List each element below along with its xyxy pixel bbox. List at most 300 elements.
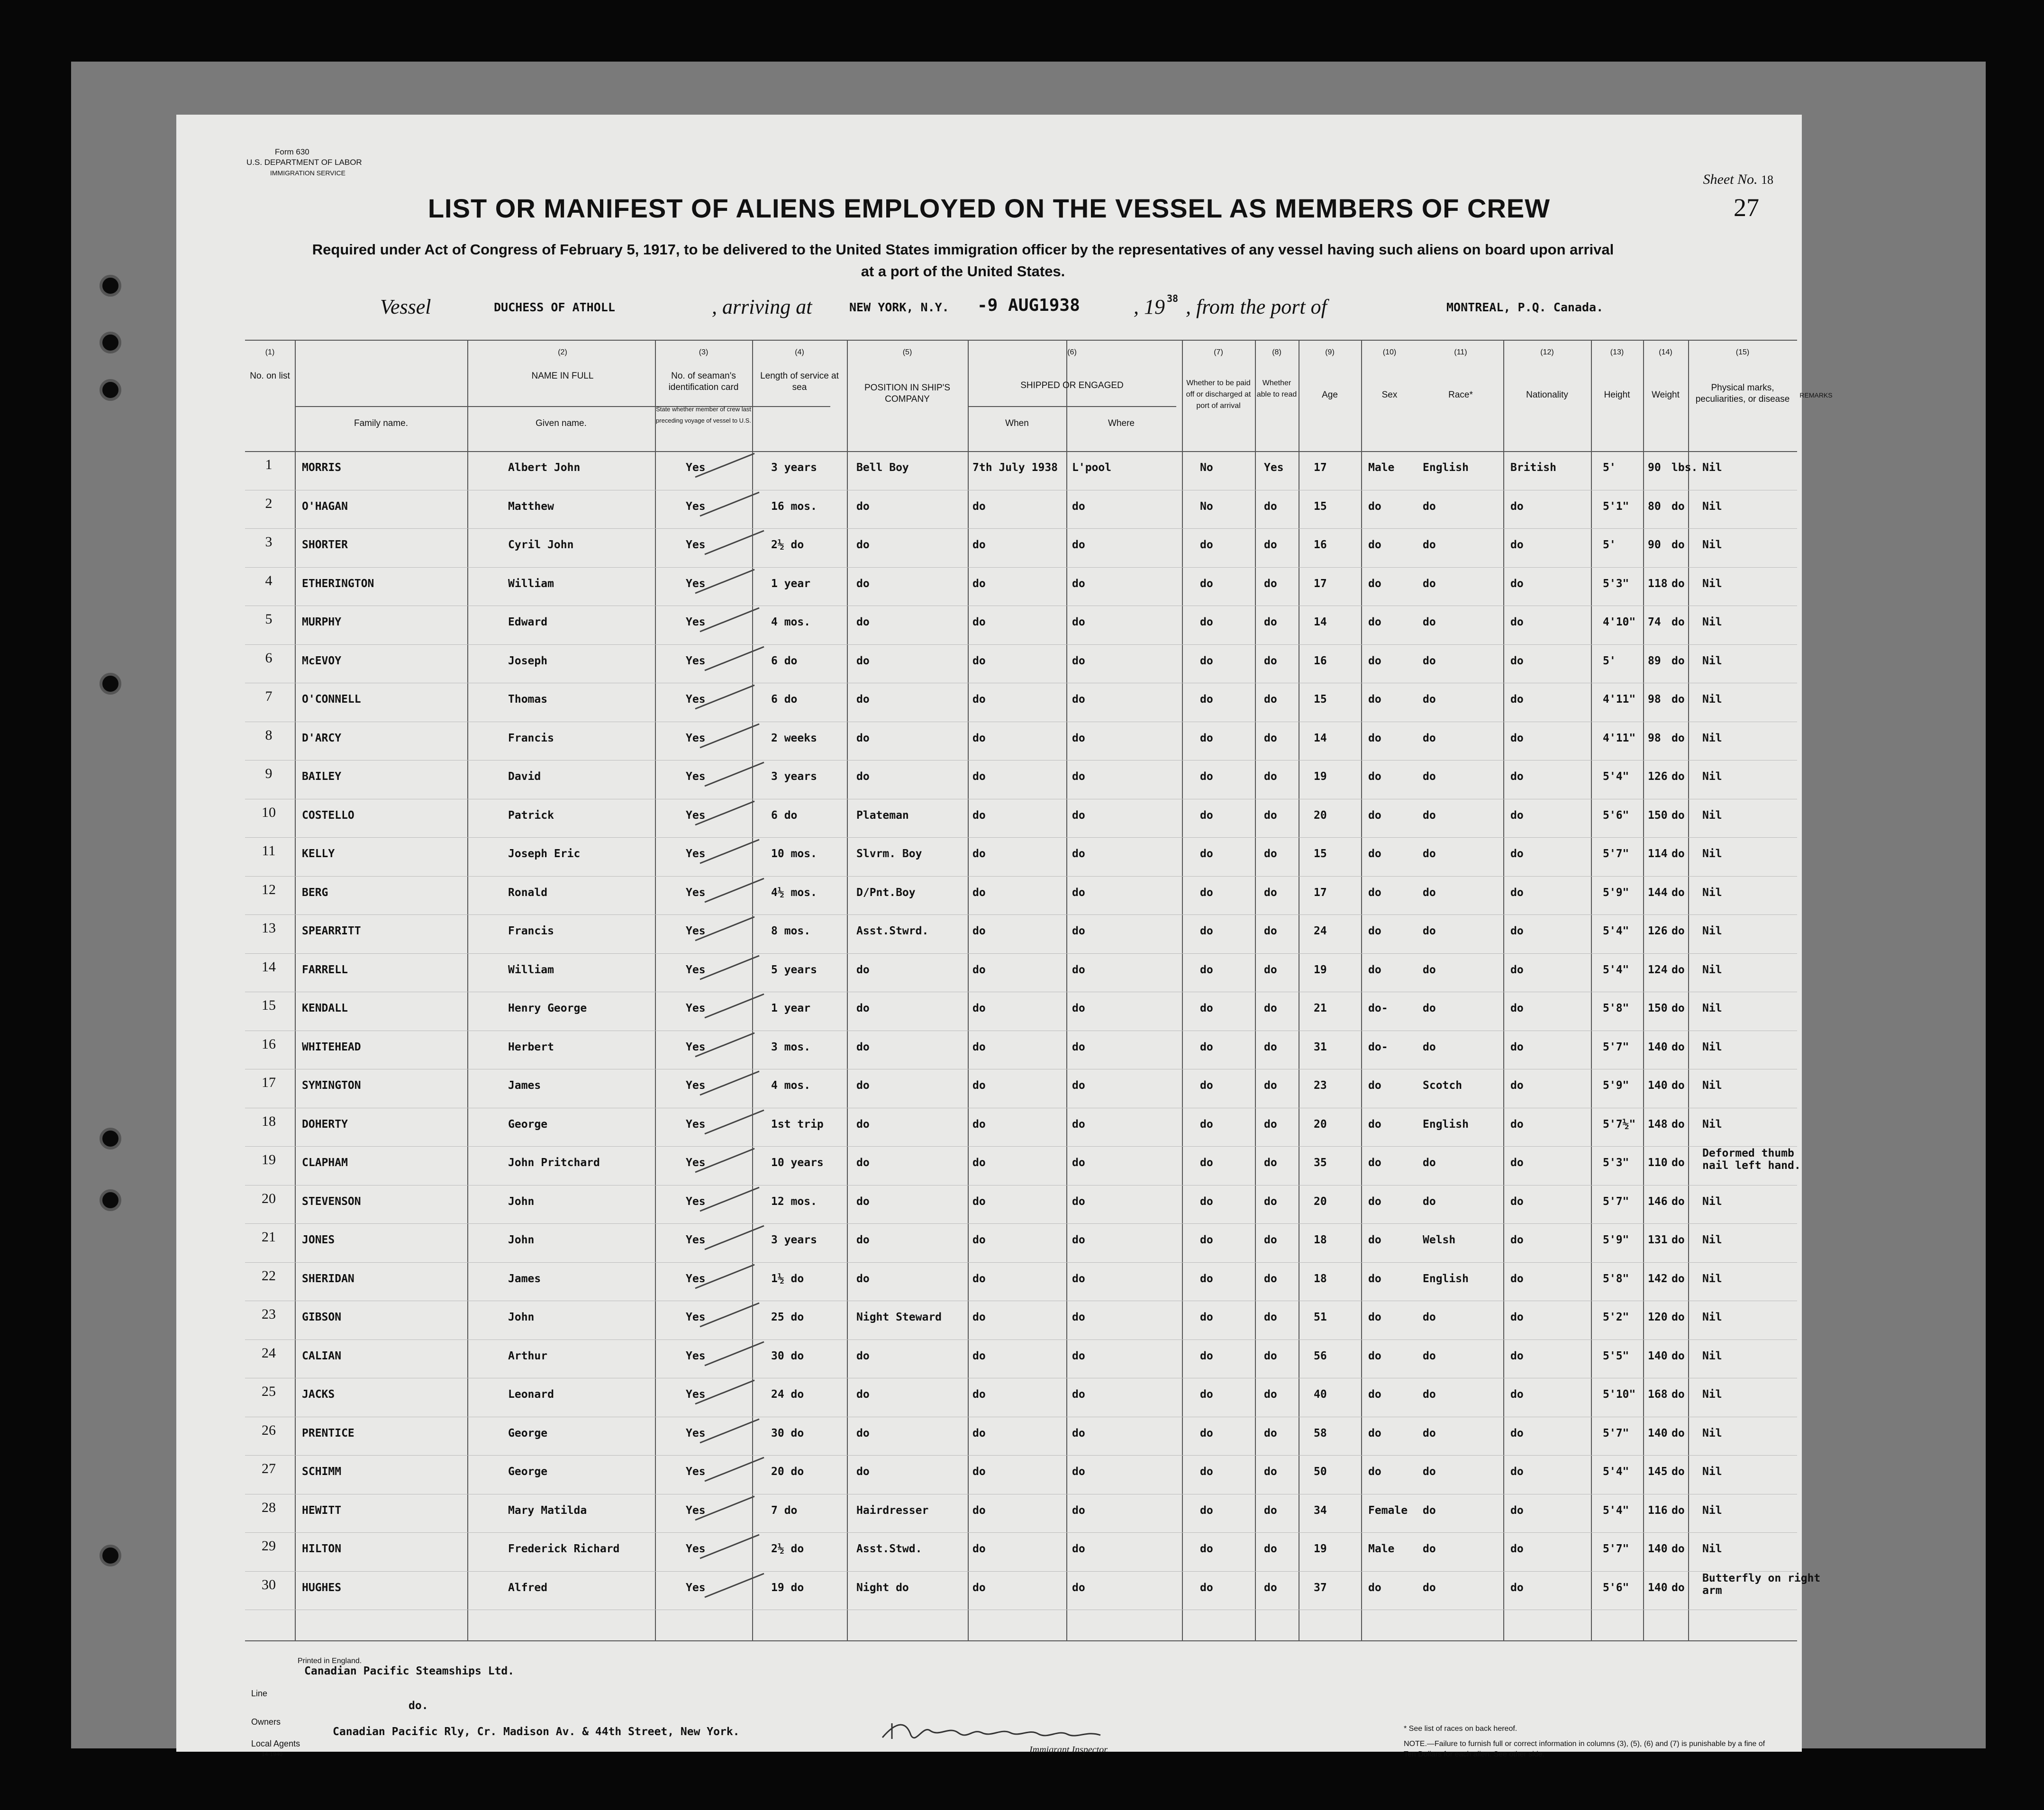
physical-marks-cell: Nil xyxy=(1702,1311,1722,1323)
length-of-service-cell: 6 do xyxy=(771,809,798,822)
weight-unit-cell: do xyxy=(1672,500,1685,513)
weight-unit-cell: do xyxy=(1672,809,1685,822)
shipped-when-cell: do xyxy=(972,1041,986,1053)
sex-cell: Male xyxy=(1368,1543,1395,1555)
height-cell: 5'7½" xyxy=(1603,1118,1636,1131)
paid-off-cell: do xyxy=(1200,963,1213,976)
position-cell: do xyxy=(856,1079,870,1092)
position-cell: do xyxy=(856,616,870,628)
row-divider xyxy=(245,1185,1797,1186)
family-name-cell: WHITEHEAD xyxy=(302,1041,361,1053)
physical-marks-cell: Nil xyxy=(1702,1543,1722,1555)
family-name-cell: SHORTER xyxy=(302,539,348,551)
able-to-read-cell: do xyxy=(1264,1466,1277,1478)
column-number-6: (6) xyxy=(1067,348,1077,356)
paid-off-cell: do xyxy=(1200,1388,1213,1401)
weight-unit-cell: do xyxy=(1672,1157,1685,1169)
column-number-4: (4) xyxy=(795,348,804,356)
row-divider xyxy=(245,1262,1797,1263)
physical-marks-cell: Nil xyxy=(1702,1079,1722,1092)
length-of-service-cell: 3 mos. xyxy=(771,1041,811,1053)
nationality-cell: do xyxy=(1510,1581,1524,1594)
physical-marks-cell: Nil xyxy=(1702,654,1722,667)
weight-unit-cell: do xyxy=(1672,1041,1685,1053)
column-number-9: (9) xyxy=(1325,348,1335,356)
age-cell: 56 xyxy=(1314,1349,1327,1362)
row-number: 23 xyxy=(262,1306,276,1322)
nationality-cell: do xyxy=(1510,1349,1524,1362)
physical-marks-cell: Nil xyxy=(1702,693,1722,706)
header-no-on-list: No. on list xyxy=(250,371,290,381)
nationality-cell: do xyxy=(1510,1272,1524,1285)
position-cell: Hairdresser xyxy=(856,1504,929,1517)
given-name-cell: David xyxy=(508,770,541,783)
nationality-cell: do xyxy=(1510,577,1524,590)
physical-marks-cell: Nil xyxy=(1702,1272,1722,1285)
seaman-card-cell: Yes xyxy=(686,1581,706,1594)
seaman-card-cell: Yes xyxy=(686,500,706,513)
family-name-cell: PRENTICE xyxy=(302,1427,354,1439)
shipped-when-cell: do xyxy=(972,1466,986,1478)
height-cell: 5'6" xyxy=(1603,809,1629,822)
height-cell: 5'5" xyxy=(1603,1349,1629,1362)
height-cell: 5'9" xyxy=(1603,1079,1629,1092)
shipped-where-cell: do xyxy=(1072,1504,1085,1517)
race-cell: do xyxy=(1423,500,1436,513)
position-cell: do xyxy=(856,732,870,744)
able-to-read-cell: do xyxy=(1264,963,1277,976)
given-name-cell: John xyxy=(508,1234,535,1246)
shipped-where-cell: do xyxy=(1072,1118,1085,1131)
form-number: Form 630 xyxy=(275,147,309,156)
physical-marks-cell: Nil xyxy=(1702,1041,1722,1053)
age-cell: 40 xyxy=(1314,1388,1327,1401)
length-of-service-cell: 8 mos. xyxy=(771,925,811,937)
able-to-read-cell: do xyxy=(1264,1002,1277,1014)
length-of-service-cell: 3 years xyxy=(771,1234,817,1246)
shipped-when-cell: do xyxy=(972,963,986,976)
nationality-cell: British xyxy=(1510,462,1556,474)
race-cell: do xyxy=(1423,1311,1436,1323)
check-stroke xyxy=(698,1185,764,1213)
sex-cell: do- xyxy=(1368,1041,1388,1053)
weight-cell: 74 xyxy=(1648,616,1661,628)
position-cell: do xyxy=(856,1466,870,1478)
family-name-cell: HEWITT xyxy=(302,1504,342,1517)
physical-marks-cell: Nil xyxy=(1702,732,1722,744)
seaman-card-cell: Yes xyxy=(686,1466,706,1478)
weight-unit-cell: do xyxy=(1672,539,1685,551)
paid-off-cell: do xyxy=(1200,1581,1213,1594)
age-cell: 17 xyxy=(1314,462,1327,474)
sex-cell: do xyxy=(1368,1581,1381,1594)
weight-cell: 126 xyxy=(1648,925,1668,937)
weight-cell: 146 xyxy=(1648,1195,1668,1208)
age-cell: 17 xyxy=(1314,577,1327,590)
sex-cell: do xyxy=(1368,1349,1381,1362)
shipped-where-cell: do xyxy=(1072,616,1085,628)
paid-off-cell: do xyxy=(1200,1118,1213,1131)
nationality-cell: do xyxy=(1510,1195,1524,1208)
shipped-when-cell: do xyxy=(972,500,986,513)
physical-marks-cell: Nil xyxy=(1702,963,1722,976)
age-cell: 20 xyxy=(1314,1195,1327,1208)
row-number: 18 xyxy=(262,1113,276,1129)
weight-cell: 150 xyxy=(1648,1002,1668,1014)
physical-marks-cell: Nil xyxy=(1702,1118,1722,1131)
shipped-when-cell: do xyxy=(972,732,986,744)
check-stroke xyxy=(693,451,759,480)
nationality-cell: do xyxy=(1510,1543,1524,1555)
physical-marks-cell: Nil xyxy=(1702,1234,1722,1246)
penalty-note: NOTE.—Failure to furnish full or correct information in columns (3), (5), (6) and (7) is punishable by a fine of Ten Dollars for each alien. See other side. xyxy=(1404,1740,1765,1758)
length-of-service-cell: 10 mos. xyxy=(771,848,817,860)
able-to-read-cell: do xyxy=(1264,1388,1277,1401)
family-name-cell: O'CONNELL xyxy=(302,693,361,706)
height-cell: 5'3" xyxy=(1603,1157,1629,1169)
shipped-when-cell: do xyxy=(972,1002,986,1014)
length-of-service-cell: 4½ mos. xyxy=(771,886,817,899)
weight-cell: 140 xyxy=(1648,1543,1668,1555)
weight-unit-cell: do xyxy=(1672,1311,1685,1323)
seaman-card-cell: Yes xyxy=(686,1002,706,1014)
check-stroke xyxy=(693,914,759,943)
shipped-when-cell: 7th July 1938 xyxy=(972,462,1058,474)
row-number: 4 xyxy=(265,572,273,588)
seaman-card-cell: Yes xyxy=(686,539,706,551)
able-to-read-cell: do xyxy=(1264,809,1277,822)
seaman-card-cell: Yes xyxy=(686,886,706,899)
position-cell: do xyxy=(856,577,870,590)
length-of-service-cell: 12 mos. xyxy=(771,1195,817,1208)
position-cell: do xyxy=(856,693,870,706)
paid-off-cell: do xyxy=(1200,732,1213,744)
able-to-read-cell: do xyxy=(1264,654,1277,667)
height-cell: 4'11" xyxy=(1603,732,1636,744)
check-stroke xyxy=(698,722,764,750)
weight-unit-cell: do xyxy=(1672,1195,1685,1208)
row-number: 6 xyxy=(265,650,273,666)
shipped-where-cell: do xyxy=(1072,1311,1085,1323)
row-number: 24 xyxy=(262,1345,276,1361)
height-cell: 4'10" xyxy=(1603,616,1636,628)
weight-unit-cell: do xyxy=(1672,1581,1685,1594)
height-cell: 4'11" xyxy=(1603,693,1636,706)
paid-off-cell: do xyxy=(1200,770,1213,783)
row-number: 14 xyxy=(262,959,276,975)
column-divider xyxy=(1361,340,1362,1640)
length-of-service-cell: 6 do xyxy=(771,693,798,706)
shipped-where-cell: do xyxy=(1072,693,1085,706)
paid-off-cell: do xyxy=(1200,1349,1213,1362)
check-stroke xyxy=(693,1494,759,1522)
given-name-cell: Arthur xyxy=(508,1349,548,1362)
race-cell: do xyxy=(1423,654,1436,667)
shipped-when-cell: do xyxy=(972,1118,986,1131)
arrival-port: NEW YORK, N.Y. xyxy=(849,300,949,314)
weight-cell: 150 xyxy=(1648,809,1668,822)
length-of-service-cell: 1 year xyxy=(771,577,811,590)
binder-hole xyxy=(100,275,121,297)
race-cell: English xyxy=(1423,462,1469,474)
weight-unit-cell: do xyxy=(1672,770,1685,783)
sheet-label-text: Sheet No. xyxy=(1703,172,1758,187)
physical-marks-cell: Nil xyxy=(1702,1427,1722,1439)
sex-cell: do xyxy=(1368,1234,1381,1246)
race-cell: do xyxy=(1423,1543,1436,1555)
weight-unit-cell: lbs. xyxy=(1672,462,1698,474)
height-cell: 5' xyxy=(1603,462,1616,474)
seaman-card-cell: Yes xyxy=(686,770,706,783)
column-number-5: (5) xyxy=(902,348,912,356)
position-cell: do xyxy=(856,1041,870,1053)
row-number: 22 xyxy=(262,1267,276,1284)
column-divider xyxy=(655,340,656,1640)
sheet-number: 18 xyxy=(1761,173,1773,187)
binder-hole xyxy=(100,1128,121,1149)
owners-label: Owners xyxy=(251,1717,281,1727)
height-cell: 5'10" xyxy=(1603,1388,1636,1401)
sex-cell: Male xyxy=(1368,462,1395,474)
shipped-where-cell: do xyxy=(1072,1581,1085,1594)
race-cell: do xyxy=(1423,577,1436,590)
sex-cell: do xyxy=(1368,539,1381,551)
height-cell: 5'1" xyxy=(1603,500,1629,513)
check-stroke xyxy=(698,1417,764,1445)
length-of-service-cell: 2½ do xyxy=(771,539,804,551)
header-length-service: Length of service at sea xyxy=(760,371,839,392)
row-number: 3 xyxy=(265,534,273,550)
arriving-label: , arriving at xyxy=(712,295,812,318)
length-of-service-cell: 4 mos. xyxy=(771,616,811,628)
age-cell: 51 xyxy=(1314,1311,1327,1323)
row-number: 26 xyxy=(262,1422,276,1438)
physical-marks-cell: Nil xyxy=(1702,925,1722,937)
row-number: 16 xyxy=(262,1036,276,1052)
row-divider xyxy=(245,876,1797,877)
given-name-cell: Thomas xyxy=(508,693,548,706)
family-name-cell: D'ARCY xyxy=(302,732,342,744)
binder-hole xyxy=(100,673,121,695)
age-cell: 15 xyxy=(1314,848,1327,860)
column-number-10: (10) xyxy=(1382,348,1397,356)
age-cell: 16 xyxy=(1314,539,1327,551)
height-cell: 5'9" xyxy=(1603,1234,1629,1246)
nationality-cell: do xyxy=(1510,1079,1524,1092)
weight-cell: 140 xyxy=(1648,1581,1668,1594)
height-cell: 5'9" xyxy=(1603,886,1629,899)
header-age: Age xyxy=(1322,390,1338,400)
column-divider xyxy=(1688,340,1689,1640)
weight-unit-cell: do xyxy=(1672,1388,1685,1401)
race-cell: do xyxy=(1423,848,1436,860)
vessel-line xyxy=(380,295,1802,323)
check-stroke xyxy=(693,567,759,596)
weight-cell: 98 xyxy=(1648,693,1661,706)
height-cell: 5'4" xyxy=(1603,925,1629,937)
sex-cell: do xyxy=(1368,1118,1381,1131)
paid-off-cell: do xyxy=(1200,1079,1213,1092)
seaman-card-cell: Yes xyxy=(686,693,706,706)
nationality-cell: do xyxy=(1510,925,1524,937)
physical-marks-cell: Nil xyxy=(1702,1349,1722,1362)
paid-off-cell: do xyxy=(1200,539,1213,551)
able-to-read-cell: do xyxy=(1264,1427,1277,1439)
physical-marks-cell: Nil xyxy=(1702,1466,1722,1478)
race-cell: do xyxy=(1423,1388,1436,1401)
paid-off-cell: do xyxy=(1200,577,1213,590)
sex-cell: do xyxy=(1368,1157,1381,1169)
shipped-where-cell: do xyxy=(1072,732,1085,744)
age-cell: 35 xyxy=(1314,1157,1327,1169)
seaman-card-cell: Yes xyxy=(686,1234,706,1246)
row-number: 13 xyxy=(262,920,276,936)
shipped-when-cell: do xyxy=(972,1311,986,1323)
length-of-service-cell: 16 mos. xyxy=(771,500,817,513)
length-of-service-cell: 7 do xyxy=(771,1504,798,1517)
weight-unit-cell: do xyxy=(1672,1466,1685,1478)
row-number: 10 xyxy=(262,804,276,820)
race-cell: do xyxy=(1423,770,1436,783)
race-cell: do xyxy=(1423,1041,1436,1053)
physical-marks-cell: Nil xyxy=(1702,577,1722,590)
shipped-where-cell: do xyxy=(1072,539,1085,551)
seaman-card-cell: Yes xyxy=(686,654,706,667)
shipped-when-cell: do xyxy=(972,1388,986,1401)
able-to-read-cell: do xyxy=(1264,770,1277,783)
family-name-cell: JONES xyxy=(302,1234,335,1246)
sex-cell: do xyxy=(1368,1427,1381,1439)
physical-marks-cell: Nil xyxy=(1702,1388,1722,1401)
year-label: , 19 xyxy=(1134,295,1165,318)
weight-cell: 114 xyxy=(1648,848,1668,860)
height-cell: 5'4" xyxy=(1603,770,1629,783)
shipped-where-cell: do xyxy=(1072,848,1085,860)
nationality-cell: do xyxy=(1510,1002,1524,1014)
weight-unit-cell: do xyxy=(1672,963,1685,976)
nationality-cell: do xyxy=(1510,500,1524,513)
row-number: 1 xyxy=(265,457,273,472)
nationality-cell: do xyxy=(1510,1041,1524,1053)
shipped-when-cell: do xyxy=(972,654,986,667)
family-name-cell: COSTELLO xyxy=(302,809,354,822)
physical-marks-cell: Nil xyxy=(1702,1195,1722,1208)
age-cell: 37 xyxy=(1314,1581,1327,1594)
row-number: 17 xyxy=(262,1075,276,1090)
able-to-read-cell: do xyxy=(1264,1311,1277,1323)
sex-cell: do xyxy=(1368,770,1381,783)
able-to-read-cell: do xyxy=(1264,539,1277,551)
row-divider xyxy=(245,914,1797,915)
year-value: 38 xyxy=(1167,293,1179,304)
weight-cell: 140 xyxy=(1648,1427,1668,1439)
age-cell: 24 xyxy=(1314,925,1327,937)
family-name-cell: SYMINGTON xyxy=(302,1079,361,1092)
check-stroke xyxy=(693,683,759,711)
given-name-cell: George xyxy=(508,1118,548,1131)
row-number: 9 xyxy=(265,766,273,781)
age-cell: 19 xyxy=(1314,963,1327,976)
paid-off-cell: do xyxy=(1200,1002,1213,1014)
row-divider xyxy=(245,567,1797,568)
weight-cell: 124 xyxy=(1648,963,1668,976)
given-name-cell: Francis xyxy=(508,925,554,937)
given-name-cell: John xyxy=(508,1311,535,1323)
shipped-when-cell: do xyxy=(972,1079,986,1092)
race-cell: do xyxy=(1423,616,1436,628)
from-port-label: , from the port of xyxy=(1186,295,1327,318)
sex-cell: do xyxy=(1368,1195,1381,1208)
column-divider xyxy=(1591,340,1592,1640)
given-name-cell: William xyxy=(508,963,554,976)
physical-marks-cell: Butterfly on right arm xyxy=(1702,1572,1821,1597)
able-to-read-cell: do xyxy=(1264,1504,1277,1517)
family-name-cell: STEVENSON xyxy=(302,1195,361,1208)
shipped-when-cell: do xyxy=(972,577,986,590)
length-of-service-cell: 5 years xyxy=(771,963,817,976)
header-when: When xyxy=(1005,418,1029,428)
weight-unit-cell: do xyxy=(1672,886,1685,899)
age-cell: 14 xyxy=(1314,732,1327,744)
shipped-when-cell: do xyxy=(972,539,986,551)
header-able-to-read: Whether able to read xyxy=(1256,379,1297,398)
arrival-date: -9 AUG1938 xyxy=(977,296,1080,315)
sex-cell: Female xyxy=(1368,1504,1408,1517)
able-to-read-cell: Yes xyxy=(1264,462,1284,474)
weight-cell: 140 xyxy=(1648,1041,1668,1053)
race-cell: do xyxy=(1423,1195,1436,1208)
age-cell: 20 xyxy=(1314,1118,1327,1131)
length-of-service-cell: 1st trip xyxy=(771,1118,824,1131)
length-of-service-cell: 3 years xyxy=(771,462,817,474)
age-cell: 34 xyxy=(1314,1504,1327,1517)
column-divider xyxy=(295,340,296,1640)
nationality-cell: do xyxy=(1510,654,1524,667)
race-cell: do xyxy=(1423,1002,1436,1014)
shipped-where-cell: do xyxy=(1072,1079,1085,1092)
family-name-cell: KELLY xyxy=(302,848,335,860)
race-cell: English xyxy=(1423,1118,1469,1131)
weight-unit-cell: do xyxy=(1672,616,1685,628)
nationality-cell: do xyxy=(1510,848,1524,860)
race-cell: do xyxy=(1423,1349,1436,1362)
paid-off-cell: do xyxy=(1200,1504,1213,1517)
header-where: Where xyxy=(1108,418,1135,428)
paid-off-cell: do xyxy=(1200,886,1213,899)
nationality-cell: do xyxy=(1510,1311,1524,1323)
given-name-cell: Joseph xyxy=(508,654,548,667)
position-cell: do xyxy=(856,1234,870,1246)
check-stroke xyxy=(702,1339,769,1368)
able-to-read-cell: do xyxy=(1264,1041,1277,1053)
column-number-11: (11) xyxy=(1454,348,1467,356)
seaman-card-cell: Yes xyxy=(686,1504,706,1517)
family-name-cell: FARRELL xyxy=(302,963,348,976)
height-cell: 5'6" xyxy=(1603,1581,1629,1594)
nationality-cell: do xyxy=(1510,1234,1524,1246)
header-race: Race* xyxy=(1448,390,1473,400)
able-to-read-cell: do xyxy=(1264,1543,1277,1555)
able-to-read-cell: do xyxy=(1264,1195,1277,1208)
weight-cell: 118 xyxy=(1648,577,1668,590)
length-of-service-cell: 3 years xyxy=(771,770,817,783)
paid-off-cell: No xyxy=(1200,462,1213,474)
paid-off-cell: do xyxy=(1200,925,1213,937)
length-of-service-cell: 30 do xyxy=(771,1349,804,1362)
seaman-card-cell: Yes xyxy=(686,577,706,590)
check-stroke xyxy=(698,837,764,866)
shipped-where-cell: do xyxy=(1072,1543,1085,1555)
